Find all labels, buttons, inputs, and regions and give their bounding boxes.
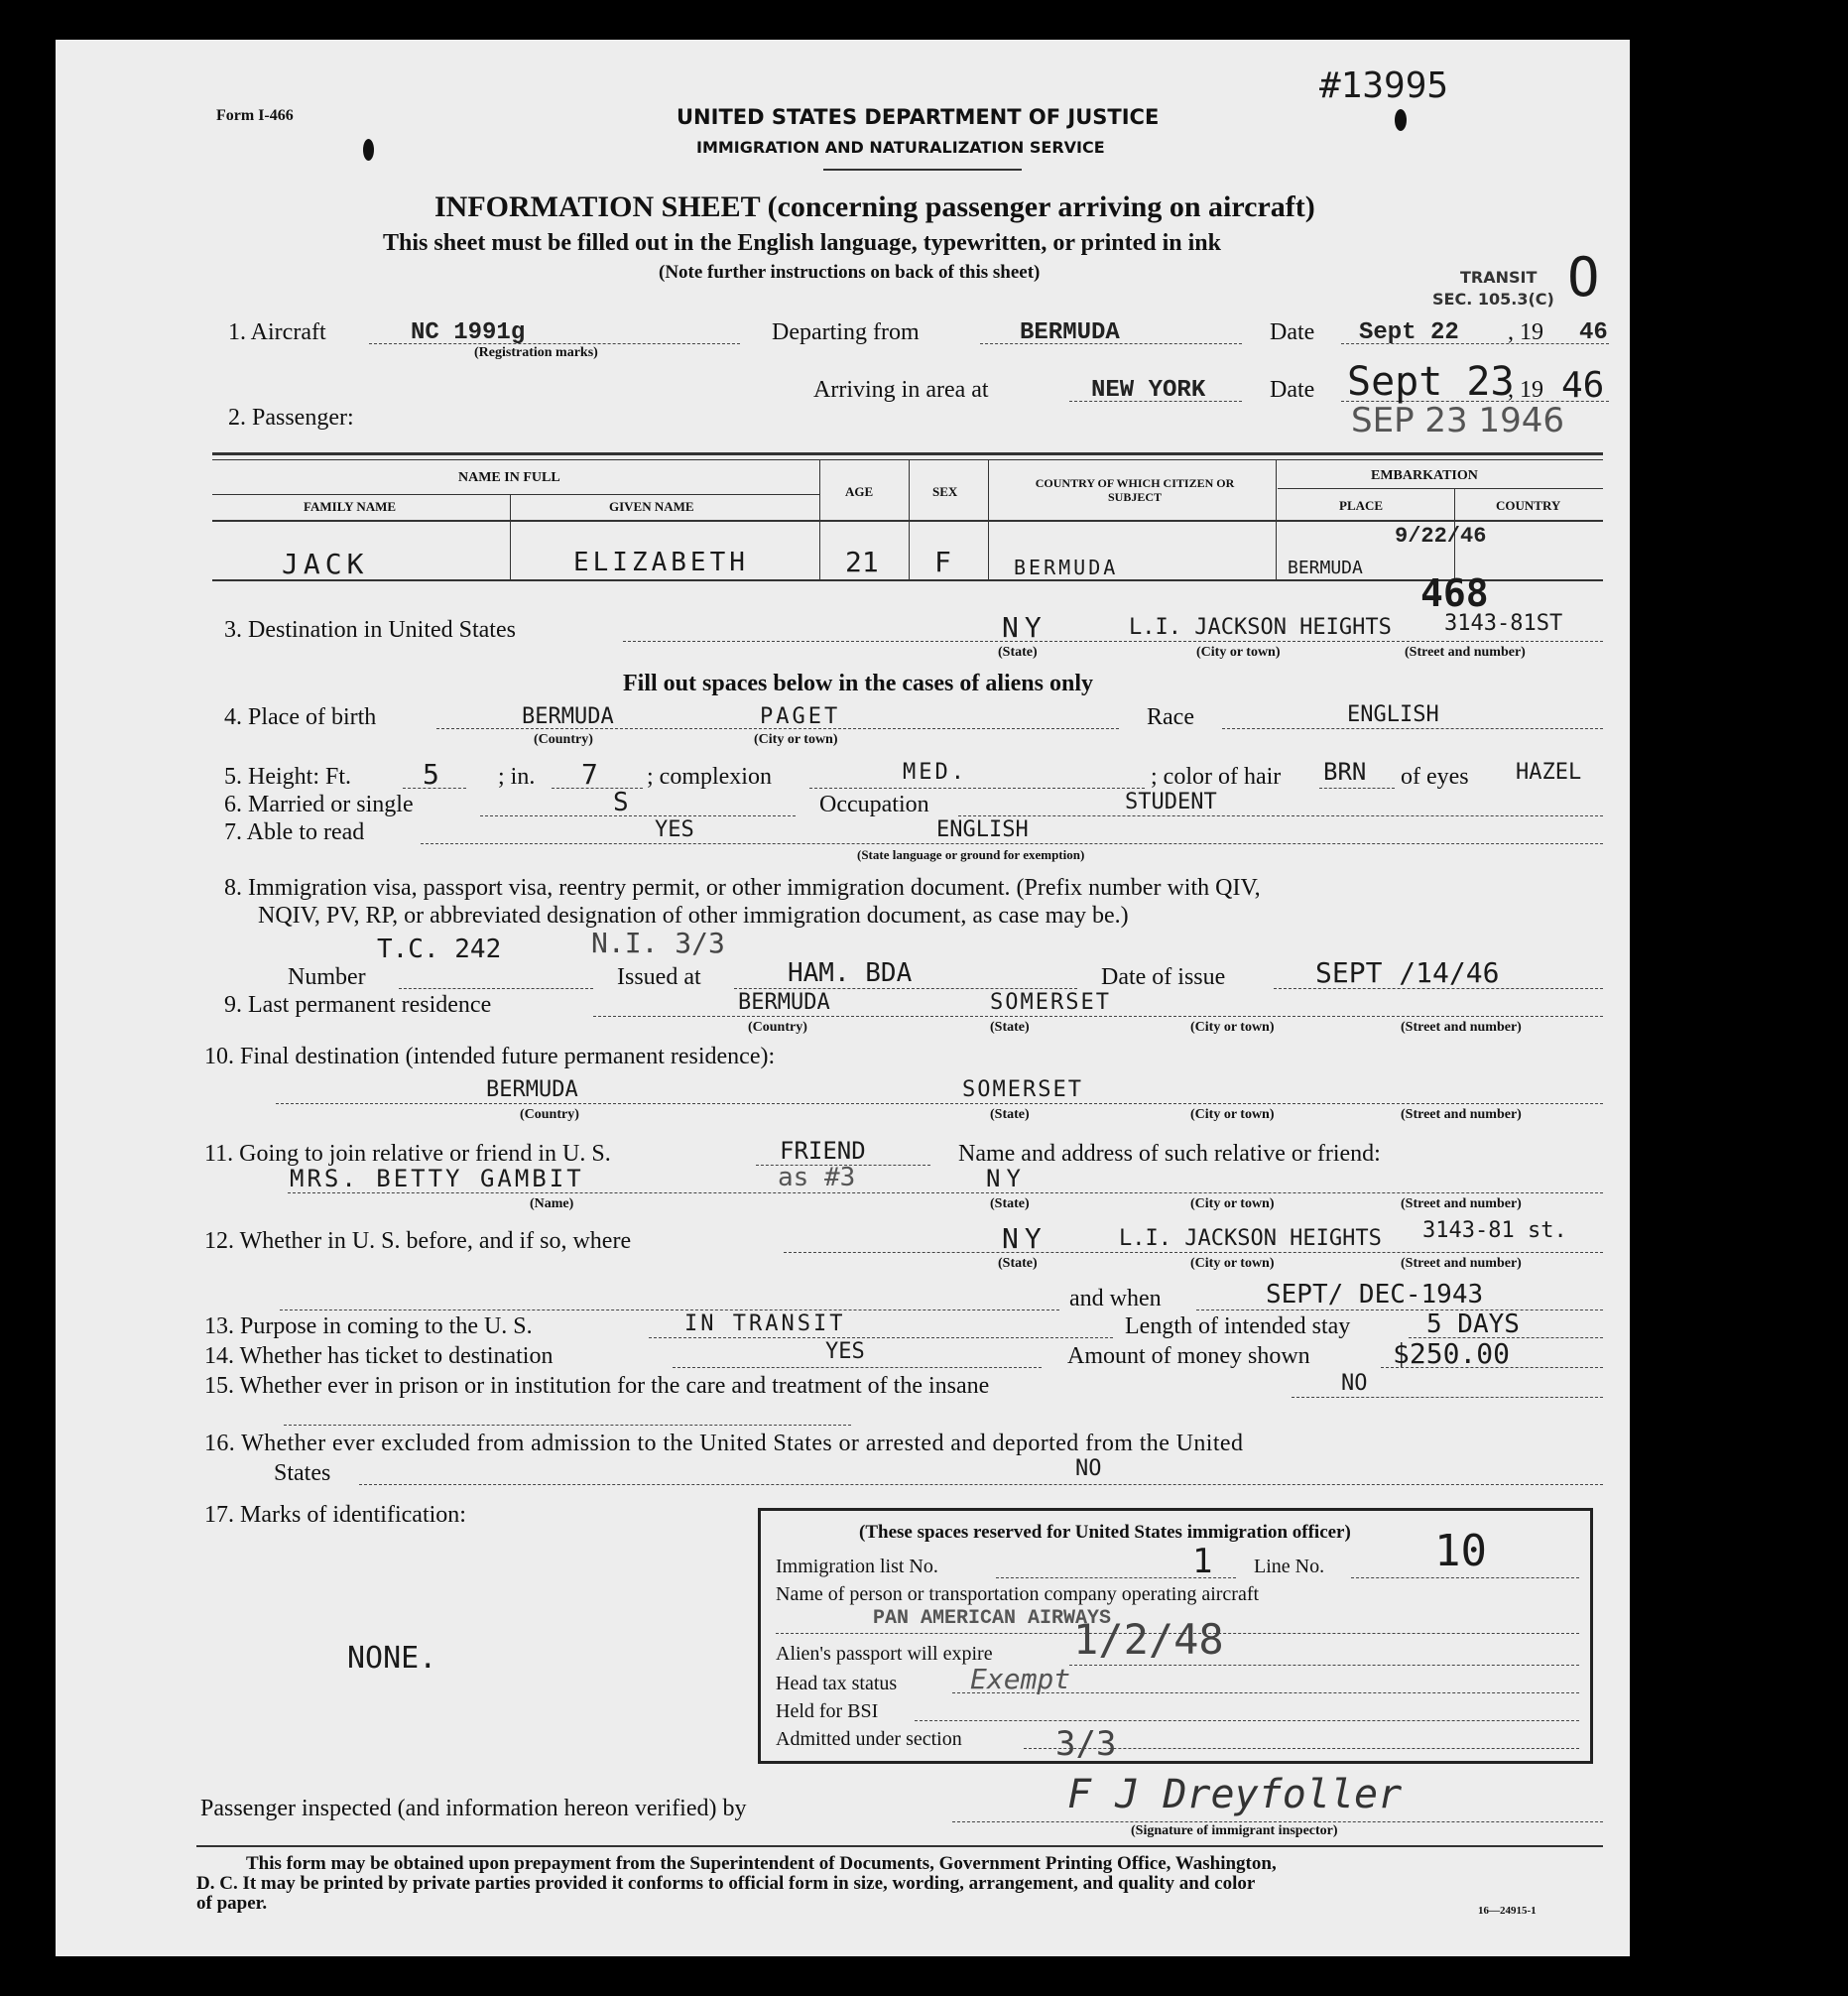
signature-line bbox=[952, 1821, 1603, 1822]
join-state: NY bbox=[986, 1165, 1027, 1192]
issue-date-value: SEPT /14/46 bbox=[1315, 956, 1500, 989]
embarkation-header: EMBARKATION bbox=[1371, 468, 1478, 483]
section-label: Admitted under section bbox=[776, 1728, 962, 1750]
visa-text-2: NQIV, PV, RP, or abbreviated designation of other immigration document, as case may be.) bbox=[258, 903, 1129, 929]
transit-mark: O bbox=[1567, 246, 1600, 309]
prison-value: NO bbox=[1341, 1371, 1368, 1396]
table-header-rule bbox=[212, 520, 1603, 522]
residence-street-caption: (Street and number) bbox=[1401, 1020, 1522, 1035]
purpose-label: 13. Purpose in coming to the U. S. bbox=[204, 1313, 533, 1339]
bsi-label: Held for BSI bbox=[776, 1700, 879, 1722]
given-name-value: ELIZABETH bbox=[573, 548, 749, 577]
birth-city-caption: (City or town) bbox=[754, 732, 838, 747]
prison-label: 15. Whether ever in prison or in institution for the care and treatment of the insane bbox=[204, 1373, 990, 1399]
bsi-line bbox=[915, 1720, 1579, 1721]
inspected-label: Passenger inspected (and information hereon verified) by bbox=[200, 1796, 747, 1821]
before-street-caption: (Street and number) bbox=[1401, 1256, 1522, 1271]
family-name-header: FAMILY NAME bbox=[304, 499, 397, 514]
destination-state-caption: (State) bbox=[998, 645, 1038, 660]
age-header: AGE bbox=[845, 484, 874, 499]
destination-label: 3. Destination in United States bbox=[224, 617, 516, 643]
join-label: 11. Going to join relative or friend in U. S. bbox=[204, 1141, 611, 1167]
hair-label: ; color of hair bbox=[1151, 764, 1282, 790]
married-value: S bbox=[613, 788, 629, 817]
footer-rule bbox=[196, 1845, 1603, 1847]
destination-street: 3143-81ST bbox=[1444, 611, 1563, 636]
prison-blank-line bbox=[284, 1425, 851, 1426]
passport-line bbox=[1069, 1665, 1579, 1666]
transit-stamp: TRANSIT bbox=[1460, 268, 1538, 287]
embark-header-rule bbox=[1278, 488, 1603, 489]
join-name-label: Name and address of such relative or friend: bbox=[958, 1141, 1381, 1167]
passenger-label: 2. Passenger: bbox=[228, 405, 354, 431]
aircraft-registration: NC 1991g bbox=[411, 319, 526, 346]
destination-line bbox=[623, 641, 1603, 642]
birth-country-caption: (Country) bbox=[534, 732, 593, 747]
departure-year: 46 bbox=[1579, 319, 1608, 346]
ink-mark bbox=[363, 139, 374, 161]
departing-label: Departing from bbox=[772, 319, 920, 345]
stay-label: Length of intended stay bbox=[1125, 1313, 1351, 1339]
date-stamp: SEP 23 1946 bbox=[1351, 401, 1564, 440]
height-in-label: ; in. bbox=[498, 764, 536, 790]
list-value: 1 bbox=[1192, 1542, 1213, 1581]
footer-text-2: D. C. It may be printed by private parties provided it conforms to official form in size, wording, arrangement, and quality and color bbox=[196, 1873, 1256, 1894]
height-label: 5. Height: Ft. bbox=[224, 764, 352, 790]
final-destination-line bbox=[276, 1103, 1603, 1104]
excluded-text-1: 16. Whether ever excluded from admission to the United States or arrested and deported from the United bbox=[204, 1431, 1244, 1456]
married-label: 6. Married or single bbox=[224, 792, 414, 817]
signature-caption: (Signature of immigrant inspector) bbox=[1131, 1823, 1338, 1838]
passport-value: 1/2/48 bbox=[1073, 1615, 1224, 1664]
join-city-caption: (City or town) bbox=[1190, 1196, 1275, 1211]
col-divider bbox=[819, 460, 820, 579]
line-no-line bbox=[1351, 1577, 1579, 1578]
aircraft-label: 1. Aircraft bbox=[228, 319, 326, 345]
ink-mark bbox=[1395, 109, 1407, 131]
arriving-label: Arriving in area at bbox=[813, 377, 989, 403]
arriving-value: NEW YORK bbox=[1091, 377, 1206, 404]
birth-city: PAGET bbox=[760, 704, 841, 729]
company-value: PAN AMERICAN AIRWAYS bbox=[873, 1607, 1112, 1630]
join-value: FRIEND bbox=[780, 1137, 866, 1165]
name-header-rule bbox=[212, 494, 819, 495]
col-divider bbox=[510, 494, 511, 579]
before-street: 3143-81 st. bbox=[1422, 1218, 1567, 1243]
destination-street-caption: (Street and number) bbox=[1405, 645, 1526, 660]
table-top-rule bbox=[212, 452, 1603, 455]
before-line bbox=[784, 1252, 1603, 1253]
join-street-caption: (Street and number) bbox=[1401, 1196, 1522, 1211]
col-divider bbox=[909, 460, 910, 579]
final-destination-label: 10. Final destination (intended future permanent residence): bbox=[204, 1044, 776, 1069]
complexion-value: MED. bbox=[903, 760, 967, 785]
footer-text-1: This form may be obtained upon prepayment from the Superintendent of Documents, Government Printing Office, Washington, bbox=[246, 1853, 1277, 1874]
footer-text-3: of paper. bbox=[196, 1893, 268, 1914]
inspector-signature: F J Dreyfoller bbox=[1067, 1772, 1403, 1817]
prison-line bbox=[1292, 1397, 1603, 1398]
citizen-value: BERMUDA bbox=[1014, 556, 1119, 579]
read-value: YES bbox=[655, 817, 694, 842]
department-heading: UNITED STATES DEPARTMENT OF JUSTICE bbox=[677, 105, 1160, 129]
tax-label: Head tax status bbox=[776, 1673, 898, 1694]
complexion-line bbox=[809, 788, 1145, 789]
money-label: Amount of money shown bbox=[1067, 1343, 1310, 1369]
issued-label: Issued at bbox=[617, 964, 701, 990]
join-note: as #3 bbox=[778, 1163, 856, 1192]
before-city-caption: (City or town) bbox=[1190, 1256, 1275, 1271]
final-country-caption: (Country) bbox=[520, 1107, 579, 1122]
passport-label: Alien's passport will expire bbox=[776, 1643, 993, 1665]
complexion-label: ; complexion bbox=[647, 764, 772, 790]
excluded-value: NO bbox=[1075, 1456, 1102, 1481]
sex-header: SEX bbox=[932, 484, 958, 499]
join-name-caption: (Name) bbox=[530, 1196, 574, 1211]
visa-document-note: N.I. 3/3 bbox=[591, 927, 725, 959]
arrival-date-label: Date bbox=[1270, 377, 1315, 403]
service-heading: IMMIGRATION AND NATURALIZATION SERVICE bbox=[696, 138, 1105, 157]
marks-label: 17. Marks of identification: bbox=[204, 1502, 466, 1528]
occupation-value: STUDENT bbox=[1125, 790, 1217, 814]
before-state-caption: (State) bbox=[998, 1256, 1038, 1271]
sex-value: F bbox=[934, 546, 951, 578]
read-label: 7. Able to read bbox=[224, 819, 365, 845]
birth-label: 4. Place of birth bbox=[224, 704, 377, 730]
company-label: Name of person or transportation company operating aircraft bbox=[776, 1583, 1260, 1605]
join-name-line bbox=[288, 1192, 1603, 1193]
race-line bbox=[1222, 728, 1603, 729]
visa-text-1: 8. Immigration visa, passport visa, reentry permit, or other immigration document. (Prefix number with QIV, bbox=[224, 875, 1261, 901]
embark-date-value: 9/22/46 bbox=[1395, 524, 1487, 549]
arrival-year-prefix: , 19 bbox=[1508, 377, 1543, 403]
name-in-full-header: NAME IN FULL bbox=[458, 470, 560, 485]
section-value: 3/3 bbox=[1055, 1724, 1117, 1764]
before-state: NY bbox=[1002, 1222, 1047, 1255]
age-value: 21 bbox=[845, 546, 879, 578]
destination-city: L.I. JACKSON HEIGHTS bbox=[1129, 615, 1392, 640]
read-line bbox=[421, 843, 1603, 844]
occupation-line bbox=[958, 815, 1603, 816]
ticket-value: YES bbox=[825, 1339, 865, 1364]
eyes-value: HAZEL bbox=[1516, 760, 1582, 785]
hair-line bbox=[1319, 788, 1395, 789]
given-name-header: GIVEN NAME bbox=[609, 499, 694, 514]
residence-city-caption: (City or town) bbox=[1190, 1020, 1275, 1035]
family-name-value: JACK bbox=[282, 548, 369, 580]
purpose-value: IN TRANSIT bbox=[684, 1311, 846, 1336]
page-title: INFORMATION SHEET (concerning passenger arriving on aircraft) bbox=[434, 190, 1315, 223]
country-header: COUNTRY bbox=[1496, 498, 1561, 513]
country-citizen-header: COUNTRY OF WHICH CITIZEN OR SUBJECT bbox=[1035, 476, 1235, 504]
destination-city-caption: (City or town) bbox=[1196, 645, 1281, 660]
date-label: Date bbox=[1270, 319, 1315, 345]
final-street-caption: (Street and number) bbox=[1401, 1107, 1522, 1122]
arrival-date: Sept 23 bbox=[1347, 359, 1515, 405]
departure-date: Sept 22 bbox=[1359, 319, 1459, 346]
excluded-line bbox=[359, 1484, 1603, 1485]
residence-country-caption: (Country) bbox=[748, 1020, 807, 1035]
line-value: 10 bbox=[1434, 1526, 1487, 1576]
join-name: MRS. BETTY GAMBIT bbox=[290, 1165, 584, 1192]
residence-line bbox=[593, 1016, 1603, 1017]
final-state-caption: (State) bbox=[990, 1107, 1030, 1122]
residence-country: BERMUDA bbox=[738, 990, 830, 1015]
hair-value: BRN bbox=[1323, 758, 1367, 786]
race-value: ENGLISH bbox=[1347, 702, 1439, 727]
final-state: SOMERSET bbox=[962, 1077, 1083, 1102]
col-divider bbox=[1276, 460, 1277, 579]
money-value: $250.00 bbox=[1393, 1337, 1511, 1370]
issued-line bbox=[734, 988, 1077, 989]
race-label: Race bbox=[1147, 704, 1194, 730]
document-number: #13995 bbox=[1319, 65, 1449, 106]
residence-state-caption: (State) bbox=[990, 1020, 1030, 1035]
occupation-label: Occupation bbox=[819, 792, 929, 817]
col-divider bbox=[988, 460, 989, 579]
form-number: Form I-466 bbox=[216, 107, 294, 124]
read-language: ENGLISH bbox=[936, 817, 1029, 842]
eyes-label: of eyes bbox=[1401, 764, 1469, 790]
final-city-caption: (City or town) bbox=[1190, 1107, 1275, 1122]
ticket-line bbox=[673, 1367, 1042, 1368]
place-header: PLACE bbox=[1339, 498, 1384, 513]
read-caption: (State language or ground for exemption) bbox=[857, 847, 1085, 862]
when-value: SEPT/ DEC-1943 bbox=[1266, 1280, 1484, 1310]
tax-value: Exempt bbox=[970, 1663, 1071, 1695]
visa-number-label: Number bbox=[288, 964, 366, 990]
table-bottom-rule bbox=[212, 579, 1603, 581]
table-top-rule-2 bbox=[212, 459, 1603, 460]
year-prefix: , 19 bbox=[1508, 319, 1543, 345]
birth-country: BERMUDA bbox=[522, 704, 614, 729]
ticket-label: 14. Whether has ticket to destination bbox=[204, 1343, 554, 1369]
height-in: 7 bbox=[581, 758, 598, 791]
visa-document: T.C. 242 bbox=[377, 935, 502, 964]
issued-value: HAM. BDA bbox=[788, 958, 913, 988]
instructions-note: (Note further instructions on back of this sheet) bbox=[659, 262, 1041, 283]
registration-caption: (Registration marks) bbox=[474, 345, 598, 360]
purpose-line bbox=[649, 1337, 1113, 1338]
list-label: Immigration list No. bbox=[776, 1556, 938, 1577]
before-city: L.I. JACKSON HEIGHTS bbox=[1119, 1226, 1382, 1251]
destination-note: 468 bbox=[1420, 571, 1489, 615]
residence-label: 9. Last permanent residence bbox=[224, 992, 492, 1018]
when-label: and when bbox=[1069, 1286, 1162, 1311]
residence-state: SOMERSET bbox=[990, 990, 1111, 1015]
embark-place-value: BERMUDA bbox=[1288, 558, 1363, 578]
before-label: 12. Whether in U. S. before, and if so, where bbox=[204, 1228, 632, 1254]
height-ft: 5 bbox=[423, 758, 439, 791]
line-label: Line No. bbox=[1254, 1556, 1325, 1577]
arrival-year: 46 bbox=[1561, 365, 1605, 406]
excluded-text-2: States bbox=[274, 1460, 331, 1486]
join-state-caption: (State) bbox=[990, 1196, 1030, 1211]
aliens-heading: Fill out spaces below in the cases of aliens only bbox=[623, 671, 1094, 696]
print-code: 16—24915-1 bbox=[1478, 1905, 1537, 1917]
married-line bbox=[480, 815, 796, 816]
marks-value: NONE. bbox=[347, 1641, 437, 1676]
instructions: This sheet must be filled out in the English language, typewritten, or printed in ink bbox=[383, 230, 1221, 256]
final-country: BERMUDA bbox=[486, 1077, 578, 1102]
officer-box-heading: (These spaces reserved for United States immigration officer) bbox=[859, 1522, 1351, 1543]
transit-section-stamp: SEC. 105.3(C) bbox=[1432, 290, 1554, 309]
departing-value: BERMUDA bbox=[1020, 319, 1120, 346]
destination-state: NY bbox=[1002, 611, 1047, 644]
header-rule bbox=[823, 169, 1022, 171]
visa-number-line bbox=[399, 988, 593, 989]
issue-date-label: Date of issue bbox=[1101, 964, 1226, 990]
stay-value: 5 DAYS bbox=[1426, 1310, 1520, 1339]
